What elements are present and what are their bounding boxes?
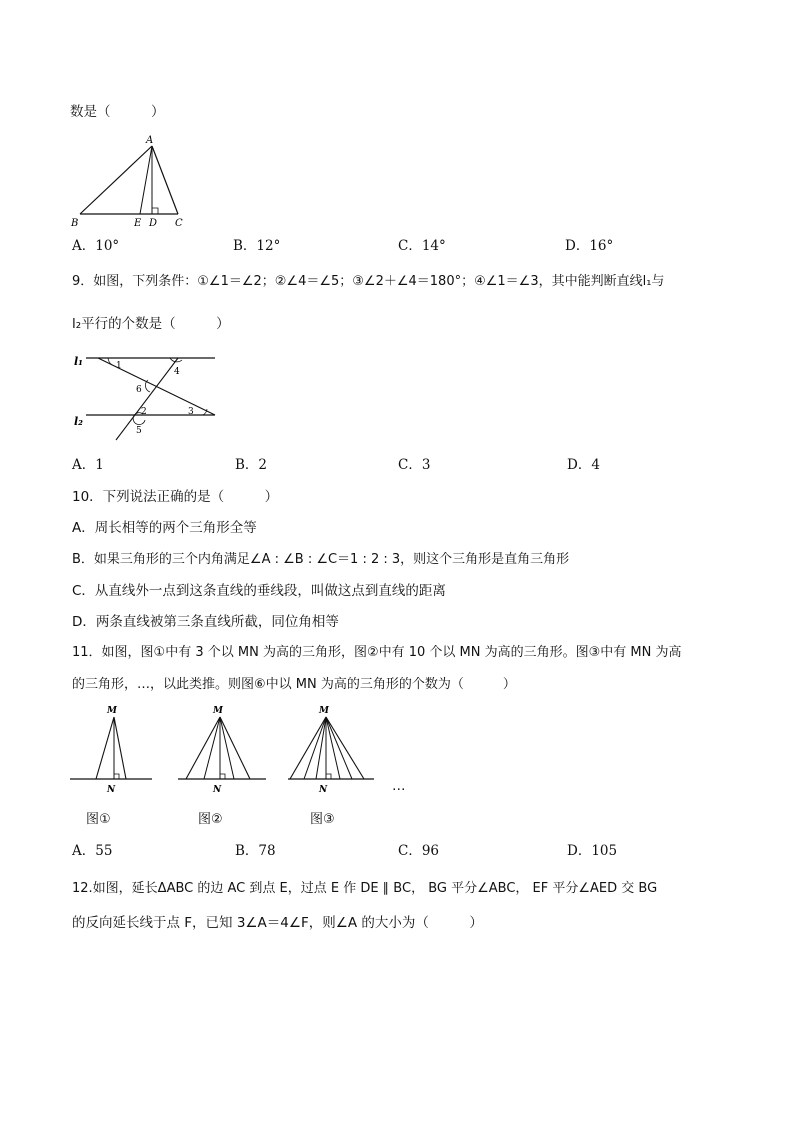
q8-stem-tail: 数是（ ） (70, 104, 165, 120)
angle-4-label: 4 (174, 367, 180, 377)
q11-ellipsis: … (392, 778, 406, 794)
label-M: M (319, 706, 329, 716)
q11-stem-line1: 11．如图，图①中有 3 个以 MN 为高的三角形，图②中有 10 个以 MN 为高的三角形。图③中有 MN 为高 (72, 645, 682, 660)
q9-stem-line1: 9．如图，下列条件：①∠1＝∠2；②∠4＝∠5；③∠2＋∠4＝180°；④∠1＝∠3，其中能判断直线l₁与 (72, 274, 665, 289)
q11-option-c: C．96 (398, 843, 440, 859)
q11-caption-1: 图① (86, 812, 111, 827)
q10-option-d: D．两条直线被第三条直线所截，同位角相等 (72, 614, 339, 630)
q9-option-d: D．4 (567, 457, 600, 473)
label-A: A (146, 135, 154, 146)
q9-parallel-lines-figure (70, 348, 220, 443)
q10-option-c: C．从直线外一点到这条直线的垂线段，叫做这点到直线的距离 (72, 583, 446, 599)
q12-stem-line2: 的反向延长线于点 F，已知 3∠A＝4∠F，则∠A 的大小为（ ） (72, 915, 483, 931)
q8-option-c: C．14° (398, 238, 446, 254)
q9-option-b: B．2 (235, 457, 268, 473)
label-l2: l₂ (74, 415, 83, 428)
label-D: D (149, 218, 158, 229)
q10-stem: 10．下列说法正确的是（ ） (72, 489, 279, 505)
angle-2-label: 2 (141, 407, 147, 417)
label-N: N (319, 785, 328, 795)
q8-option-d: D．16° (565, 238, 614, 254)
label-N: N (107, 785, 116, 795)
label-C: C (175, 218, 183, 229)
q11-option-b: B．78 (235, 843, 276, 859)
q11-caption-3: 图③ (310, 812, 335, 827)
label-E: E (134, 218, 142, 229)
angle-3-label: 3 (188, 407, 194, 417)
q9-option-a: A．1 (72, 457, 104, 473)
q11-stem-line2: 的三角形，…，以此类推。则图⑥中以 MN 为高的三角形的个数为（ ） (72, 677, 516, 692)
label-l1: l₁ (74, 355, 83, 368)
q9-stem-line2: l₂平行的个数是（ ） (72, 316, 230, 332)
q8-option-b: B．12° (233, 238, 281, 254)
label-M: M (213, 706, 223, 716)
q12-stem-line1: 12.如图，延长ΔABC 的边 AC 到点 E，过点 E 作 DE ∥ BC， BG 平分∠ABC， EF 平分∠AED 交 BG (72, 881, 658, 896)
label-M: M (107, 706, 117, 716)
q10-option-a: A．周长相等的两个三角形全等 (72, 520, 257, 536)
q11-caption-2: 图② (198, 812, 223, 827)
q11-figure-2 (178, 703, 268, 795)
angle-6-label: 6 (136, 385, 142, 395)
q8-triangle-figure (68, 132, 198, 232)
q10-option-b: B．如果三角形的三个内角满足∠A : ∠B : ∠C＝1 : 2 : 3，则这个三角形是直角三角形 (72, 552, 570, 567)
q11-option-d: D．105 (567, 843, 618, 859)
q11-figure-3 (288, 703, 378, 795)
angle-1-label: 1 (116, 361, 122, 371)
q11-option-a: A．55 (72, 843, 113, 859)
q11-figure-1 (70, 703, 154, 795)
q9-option-c: C．3 (398, 457, 431, 473)
label-B: B (71, 218, 79, 229)
angle-5-label: 5 (136, 426, 142, 436)
label-N: N (213, 785, 222, 795)
q8-option-a: A．10° (72, 238, 120, 254)
